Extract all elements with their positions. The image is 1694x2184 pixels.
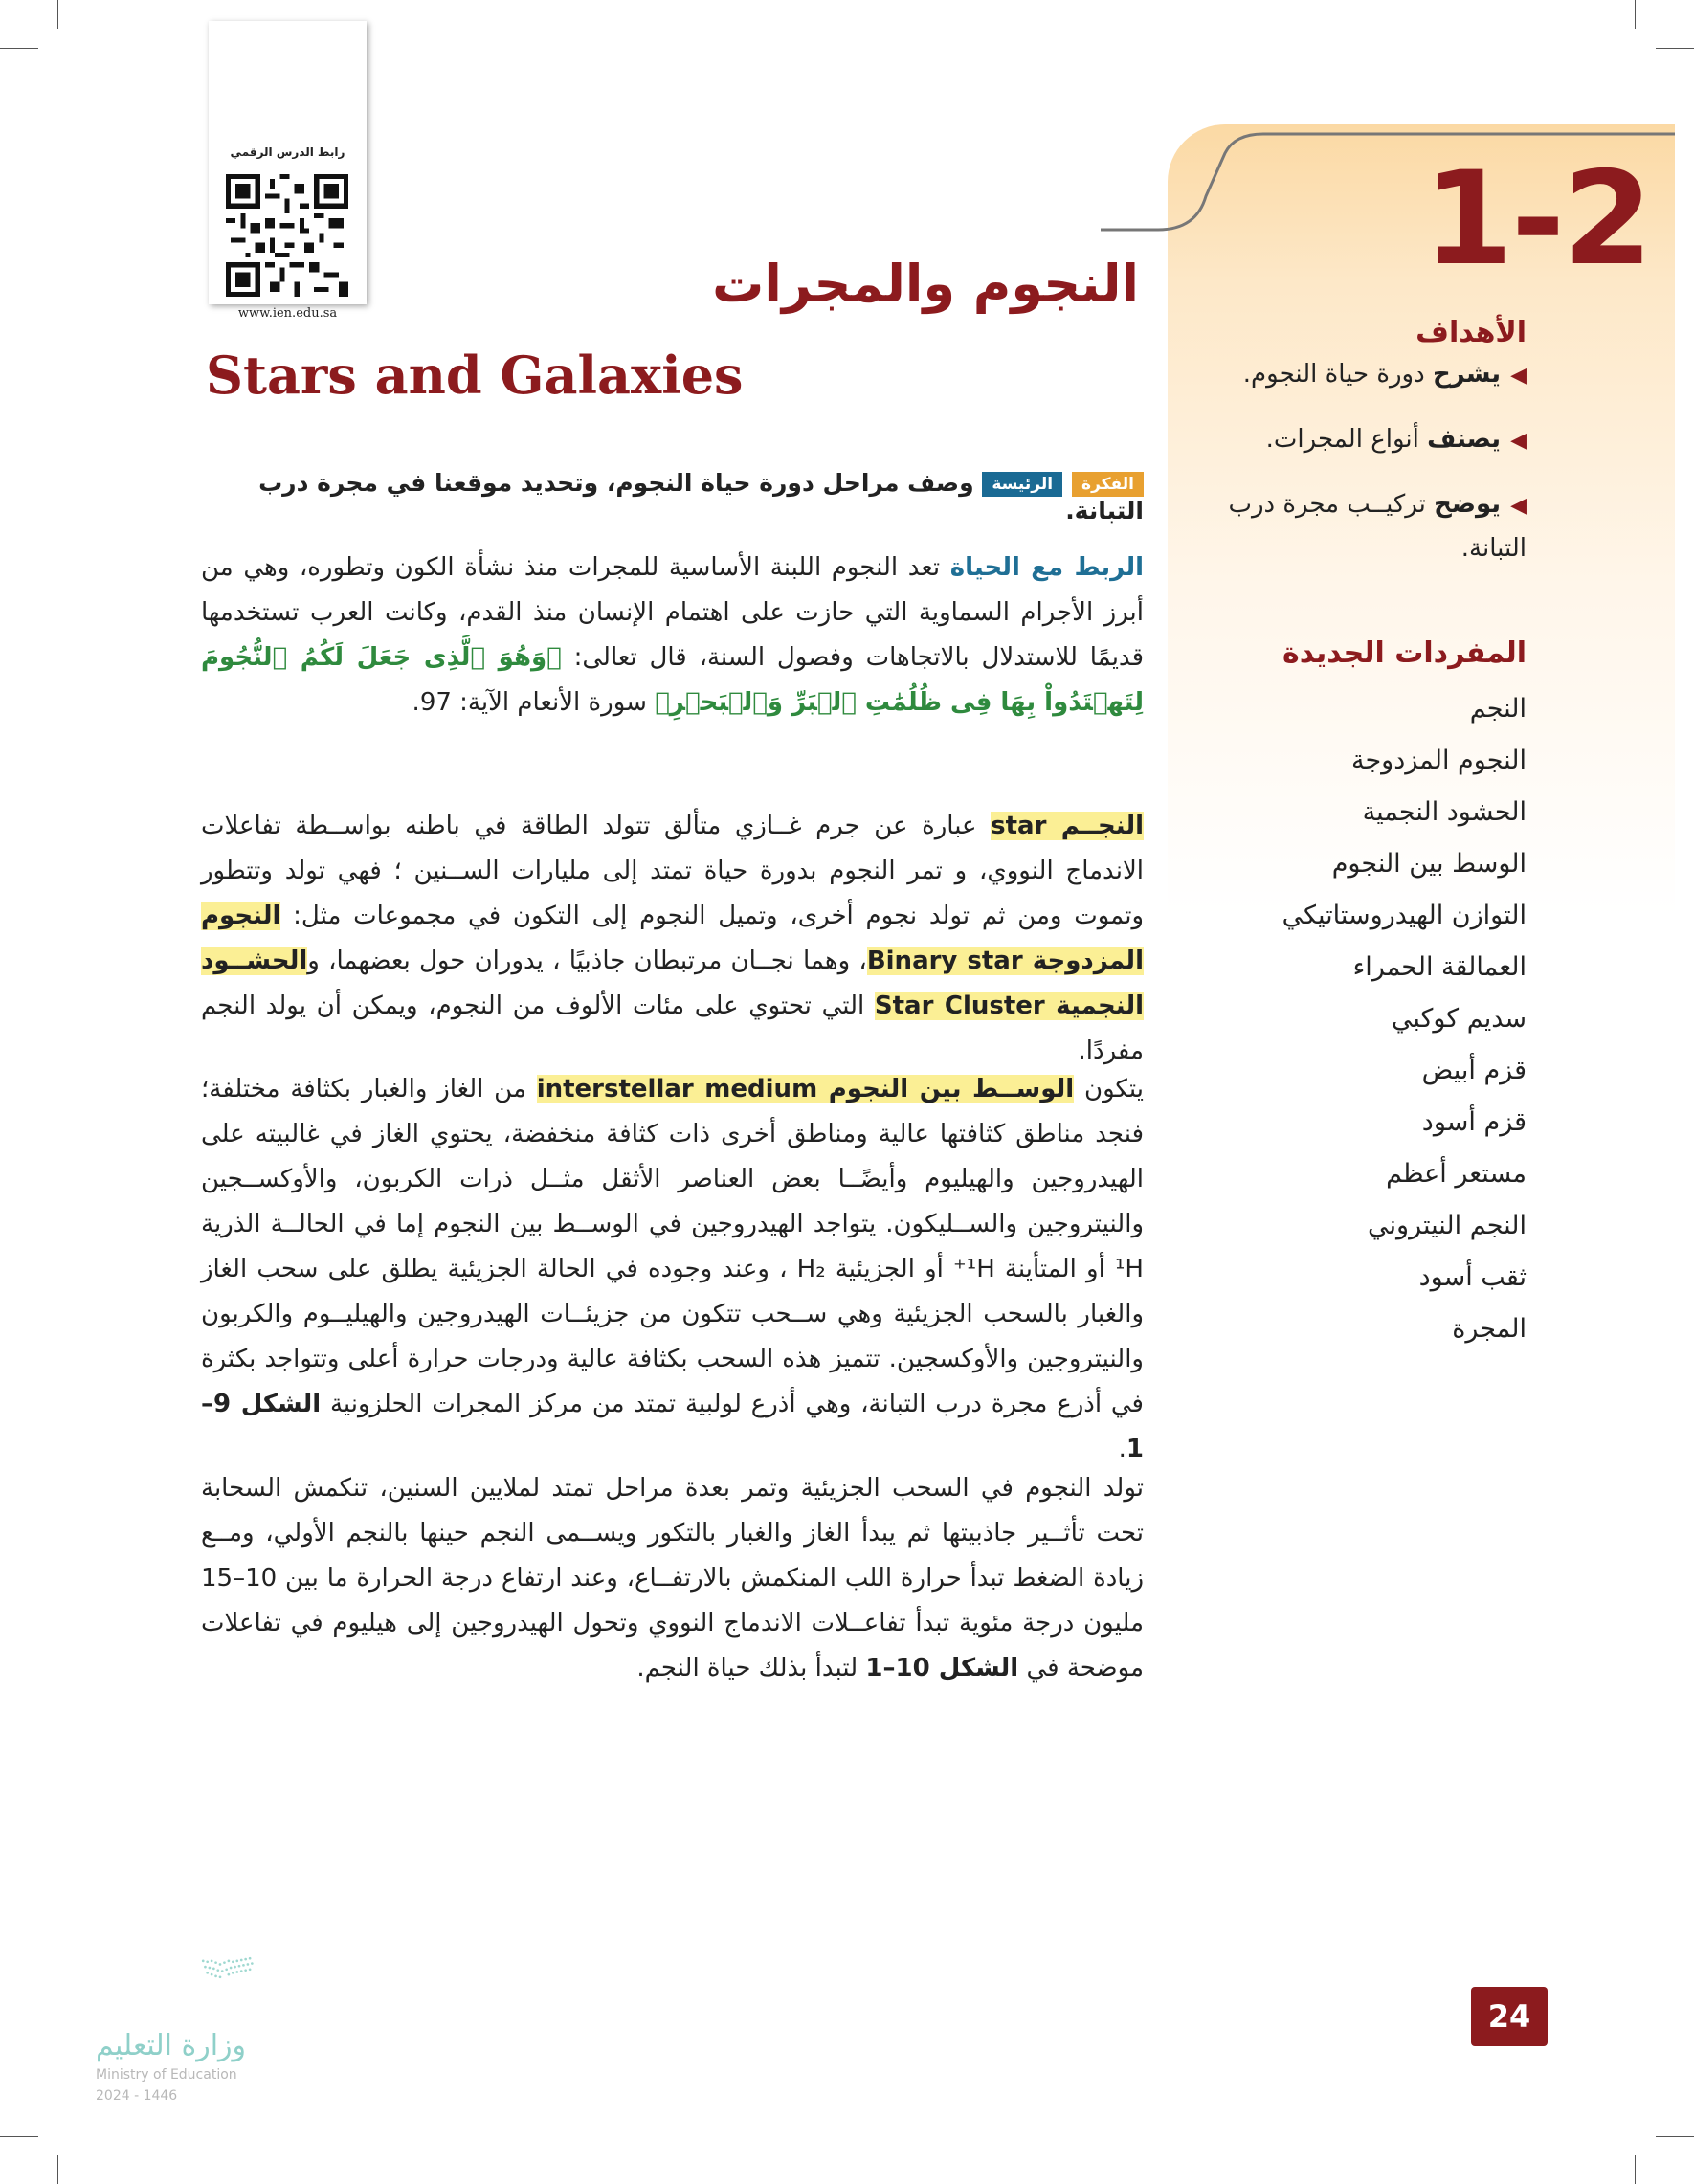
bullet-icon: ◀ bbox=[1510, 364, 1527, 388]
crop-mark bbox=[1656, 2136, 1694, 2137]
page-title-ar: النجوم والمجرات bbox=[712, 254, 1139, 314]
qr-url[interactable]: www.ien.edu.sa bbox=[237, 306, 338, 321]
paragraph-text: . bbox=[1118, 1435, 1126, 1463]
main-idea-text: وصف مراحل دورة حياة النجوم، وتحديد موقعنا في مجرة درب التبانة. bbox=[258, 469, 1144, 524]
term-interstellar-medium: الوســط بين النجوم interstellar medium bbox=[536, 1075, 1075, 1103]
crop-mark bbox=[57, 2155, 58, 2184]
objective-text: دورة حياة النجوم. bbox=[1242, 360, 1433, 389]
paragraph-ism bbox=[201, 1067, 1144, 1472]
real-world-text: تعد النجوم اللبنة الأساسية للمجرات منذ نشأة الكون وتطوره، وهي من أبرز الأجرام السماوية التي حازت على اهتمام الإنسان منذ القدم، وكانت العرب تستخدمها قديمًا للاستدلال بالاتجاهات وفصول السنة، قال تعالى: bbox=[201, 553, 1145, 672]
paragraph-star-birth bbox=[201, 1466, 1144, 1691]
objectives-title: الأهداف bbox=[1415, 316, 1527, 349]
paragraph-text: تولد النجوم في السحب الجزيئية وتمر بعدة مراحل تمتد لملايين السنين، تنكمش السحابة تحت تأثــير جاذبيتها ثم يبدأ الغاز والغبار بالتكور ويســمى النجم حينها بالنجم الأولي، ومــع زيادة الضغط تبدأ حرارة اللب المنكمش بالارتفــاع، وعند ارتفاع درجة الحرارة ما بين 10–15 مليون درجة مئوية تبدأ تفاعــلات الاندماج النووي وتحول الهيدروجين إلى هيليوم في تفاعلات موضحة في bbox=[201, 1474, 1144, 1683]
figure-ref[interactable]: الشكل 10–1 bbox=[865, 1654, 1019, 1683]
real-world-paragraph bbox=[201, 546, 1144, 725]
main-idea-tag2: الرئيسة bbox=[982, 472, 1062, 497]
vocab-item: قزم أسود bbox=[1421, 1107, 1527, 1137]
crop-mark bbox=[1635, 2155, 1636, 2184]
page-number: 24 bbox=[1471, 1987, 1548, 2046]
main-idea bbox=[201, 469, 1144, 524]
bullet-icon: ◀ bbox=[1510, 429, 1527, 453]
term-star: النجــم star bbox=[991, 812, 1144, 840]
vocab-item: التوازن الهيدروستاتيكي bbox=[1282, 901, 1527, 930]
paragraph-text: التي تحتوي على مئات الألوف من النجوم، ويمكن أن يولد النجم مفردًا. bbox=[201, 992, 1144, 1065]
crop-mark bbox=[0, 2136, 38, 2137]
vocab-item: سديم كوكبي bbox=[1391, 1004, 1527, 1034]
paragraph-text: ، وهما نجــان مرتبطان جاذبيًا ، يدوران حول بعضهما، و bbox=[307, 947, 867, 975]
vocab-item: الوسط بين النجوم bbox=[1331, 849, 1527, 879]
real-world-ref: سورة الأنعام الآية: 97. bbox=[412, 688, 656, 717]
objectives-section bbox=[1187, 316, 1527, 591]
edition-year: 2024 - 1446 bbox=[96, 2088, 178, 2104]
objective-item bbox=[1187, 483, 1527, 569]
crop-mark bbox=[1656, 48, 1694, 49]
vocab-item: النجم bbox=[1469, 694, 1527, 724]
objective-item bbox=[1187, 418, 1527, 462]
paragraph-text: لتبدأ بذلك حياة النجم. bbox=[636, 1654, 866, 1683]
objective-verb: يشرح bbox=[1432, 360, 1502, 389]
paragraph-text: يتكون bbox=[1074, 1075, 1144, 1103]
paragraph-text: من الغاز والغبار بكثافة مختلفة؛ فنجد مناطق كثافتها عالية ومناطق أخرى ذات كثافة منخفضة، يحتوي الغاز في غالبيته على الهيدروجين والهيليوم وأيضًــا بعض العناصر الأثقل مثــل ذرات الكربون، والأوكســجين والنيتروجين والســليكون. يتواجد الهيدروجين في الوســط بين النجوم إما في الحالــة الذرية ¹H أو المتأينة ¹H⁺ أو الجزيئية H₂ ، وعند وجوده في الحالة الجزيئية يطلق على سحب الغاز والغبار بالسحب الجزيئية وهي ســحب تتكون من جزيئــات الهيدروجين والهيليــوم والكربون والنيتروجين والأوكسجين. تتميز هذه السحب بكثافة عالية ودرجات حرارة أعلى وتتواجد بكثرة في أذرع مجرة درب التبانة، وهي أذرع لولبية تمتد من مركز المجرات الحلزونية bbox=[201, 1075, 1144, 1418]
term-star-cluster: الحشــود النجمية Star Cluster bbox=[201, 947, 1145, 1020]
ministry-name-ar: وزارة التعليم bbox=[96, 2029, 247, 2062]
objective-text: تركيــب مجرة درب التبانة. bbox=[1228, 490, 1527, 563]
term-binary-star: النجوم المزدوجة Binary star bbox=[201, 902, 1144, 975]
vocab-item: الحشود النجمية bbox=[1362, 797, 1527, 827]
crop-mark bbox=[0, 48, 38, 49]
ministry-name-en: Ministry of Education bbox=[96, 2067, 237, 2083]
page-title-en: Stars and Galaxies bbox=[206, 345, 744, 406]
vocab-item: مستعر أعظم bbox=[1386, 1159, 1527, 1189]
vocabulary-list bbox=[1187, 683, 1527, 1355]
vocab-item: النجم النيتروني bbox=[1368, 1211, 1527, 1240]
paragraph-text: عبارة عن جرم غــازي متألق تتولد الطاقة في باطنه بواســطة تفاعلات الاندماج النووي، و تمر النجوم بدورة حياة تمتد إلى مليارات الســنين ؛ فهي تولد وتتطور وتموت ومن ثم تولد نجوم أخرى، وتميل النجوم إلى التكون في مجموعات مثل: bbox=[201, 812, 1144, 930]
vocab-item: العمالقة الحمراء bbox=[1352, 952, 1527, 982]
vocabulary-title: المفردات الجديدة bbox=[1282, 636, 1527, 670]
bullet-icon: ◀ bbox=[1510, 494, 1527, 518]
objective-verb: يوضح bbox=[1434, 490, 1502, 519]
vocabulary-section bbox=[1187, 636, 1527, 1355]
vocab-item: المجرة bbox=[1452, 1314, 1527, 1344]
ministry-logo-icon bbox=[96, 1952, 345, 2029]
vocab-item: قزم أبيض bbox=[1421, 1056, 1527, 1085]
qr-label: رابط الدرس الرقمي bbox=[230, 145, 345, 159]
qr-code-icon[interactable] bbox=[226, 174, 348, 297]
objective-verb: يصنف bbox=[1427, 425, 1502, 454]
lesson-number: 1-2 bbox=[1423, 144, 1651, 294]
vocab-item: النجوم المزدوجة bbox=[1350, 746, 1527, 775]
vocab-item: ثقب أسود bbox=[1418, 1262, 1527, 1292]
quran-verse: ﴿وَهُوَ ٱلَّذِى جَعَلَ لَكُمُ ٱلنُّجُومَ لِتَهۡتَدُواْ بِهَا فِى ظُلُمَٰتِ ٱلۡبَرِّ وَٱلۡبَحۡرِ﴾ bbox=[201, 643, 1144, 717]
crop-mark bbox=[1635, 0, 1636, 29]
main-idea-tag: الفكرة bbox=[1072, 472, 1144, 497]
objective-text: أنواع المجرات. bbox=[1265, 425, 1428, 454]
real-world-label: الربط مع الحياة bbox=[949, 553, 1144, 582]
crop-mark bbox=[57, 0, 58, 29]
qr-card[interactable] bbox=[209, 21, 367, 321]
paragraph-stars bbox=[201, 804, 1144, 1074]
figure-ref[interactable]: الشكل 9–1 bbox=[201, 1390, 1144, 1463]
objective-item bbox=[1187, 353, 1527, 397]
